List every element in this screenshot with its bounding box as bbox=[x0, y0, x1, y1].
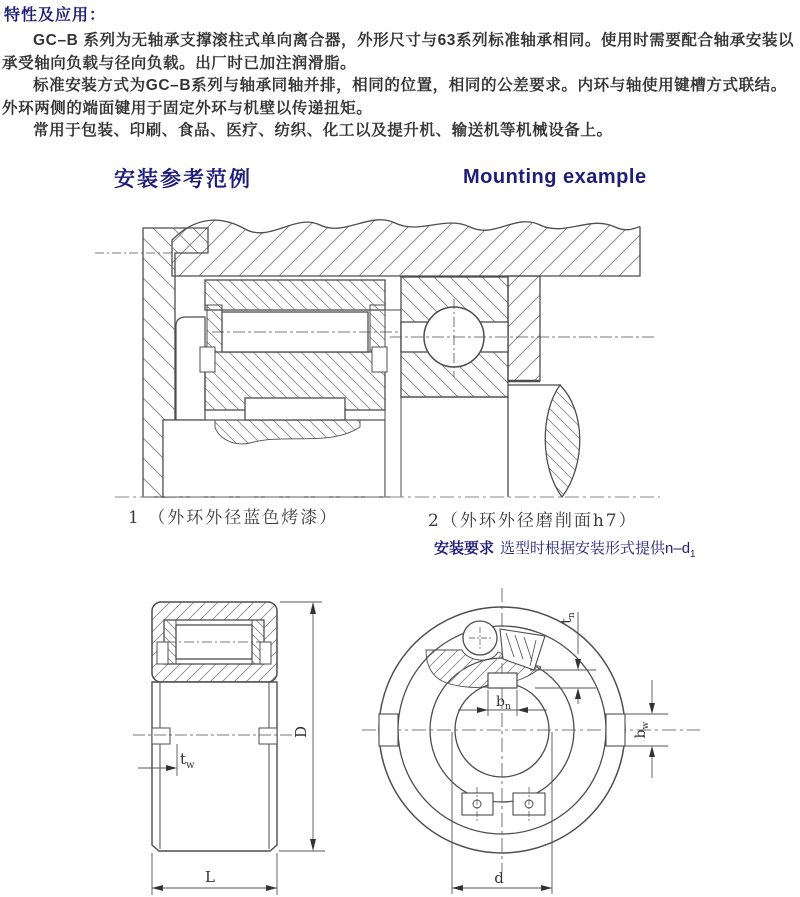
side-view bbox=[133, 602, 296, 851]
mounting-requirement-sub: 1 bbox=[690, 549, 696, 560]
features-section bbox=[0, 30, 800, 143]
mounting-requirement-note bbox=[434, 537, 696, 560]
dim-label-bn: $b_n$ bbox=[496, 694, 511, 712]
dim-label-L: L bbox=[205, 868, 215, 886]
mounting-requirement-text: 选型时根据安装形式提供n–d bbox=[500, 540, 691, 557]
dimension-views-drawing bbox=[0, 580, 800, 897]
heading-mounting-example-zh: 安装参考范例 bbox=[114, 168, 252, 191]
dim-label-d: d bbox=[494, 869, 504, 887]
callout-outer-ring-ground: 2（外环外径磨削面h7） bbox=[428, 511, 638, 531]
sprag-mechanism bbox=[426, 621, 545, 687]
fixing-plates bbox=[462, 787, 545, 821]
paragraph-applications: 常用于包装、印刷、食品、医疗、纺织、化工以及提升机、输送机等机械设备上。 bbox=[33, 122, 613, 139]
features-title: 特性及应用： bbox=[4, 7, 107, 24]
heading-mounting-example-en: Mounting example bbox=[463, 166, 647, 188]
paragraph-overview: GC–B 系列为无轴承支撑滚柱式单向离合器，外形尺寸与63系列标准轴承相同。使用时需要配合轴承安装以承受轴向负载与径向负载。出厂时已加注润滑脂。 bbox=[2, 32, 795, 72]
dim-label-D: D bbox=[292, 725, 310, 739]
mounting-example-drawing bbox=[0, 195, 800, 505]
dim-label-tw: $t_w$ bbox=[180, 750, 195, 771]
mounting-requirement-title: 安装要求 bbox=[434, 540, 495, 557]
dim-label-bw: $b_w$ bbox=[633, 721, 651, 739]
callout-outer-ring-painted: 1 （外环外径蓝色烤漆） bbox=[128, 508, 339, 528]
dim-label-tn: $t_n$ bbox=[559, 612, 577, 624]
paragraph-mounting-method: 标准安装方式为GC–B系列与轴承同轴并排，相同的位置，相同的公差要求。内环与轴使用键槽方式联结。外环两侧的端面键用于固定外环与机壁以传递扭矩。 bbox=[2, 77, 787, 117]
